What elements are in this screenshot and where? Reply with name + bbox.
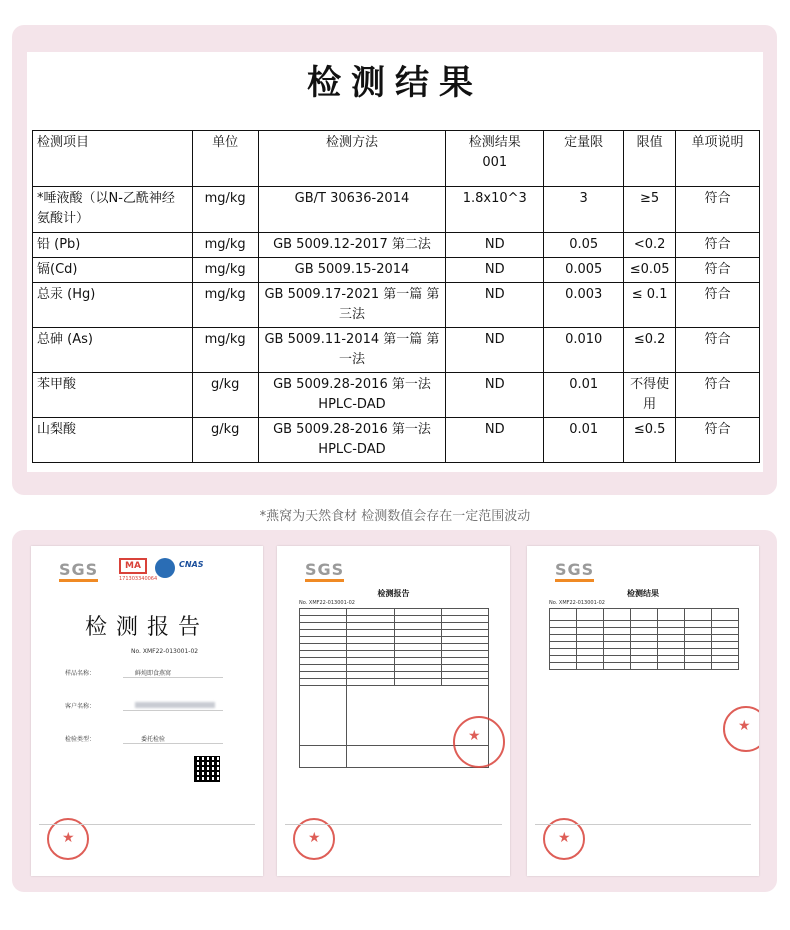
result-cell-method: GB 5009.11-2014 第一篇 第一法	[258, 328, 446, 373]
result-title: 检测结果	[307, 63, 483, 103]
result-cell-item: 总砷 (As)	[33, 328, 193, 373]
qr-code	[194, 756, 220, 782]
result-cell-limit: ≤0.2	[624, 328, 676, 373]
result-row	[33, 233, 760, 258]
report-title: 检测报告	[377, 589, 410, 598]
result-cell-unit: g/kg	[192, 418, 258, 463]
result-cell-result: ND	[446, 258, 544, 283]
result-cell-loq: 0.01	[544, 418, 624, 463]
result-cell-loq: 0.05	[544, 233, 624, 258]
result-cell-loq: 0.010	[544, 328, 624, 373]
result-cell-method: GB 5009.12-2017 第二法	[258, 233, 446, 258]
result-cell-verdict: 符合	[676, 328, 760, 373]
result-cell-item: 铅 (Pb)	[33, 233, 193, 258]
result-cell-unit: mg/kg	[192, 187, 258, 233]
sgs-logo: SGS	[59, 560, 98, 582]
result-cell-limit: ≤0.5	[624, 418, 676, 463]
stamp-seal	[453, 716, 505, 768]
field-label: 检验类型：	[65, 736, 96, 743]
field-value: 鲜炖即食燕窝	[135, 670, 172, 677]
result-cell-method: GB 5009.17-2021 第一篇 第三法	[258, 283, 446, 328]
cnas-logo: CNAS	[179, 560, 204, 569]
header-cell: 检测结果 001	[446, 131, 544, 187]
header-cell: 检测方法	[258, 131, 446, 187]
header-cell: 定量限	[544, 131, 624, 187]
result-cell-unit: g/kg	[192, 373, 258, 418]
result-cell-loq: 3	[544, 187, 624, 233]
result-row	[33, 373, 760, 418]
field-label: 样品名称：	[65, 670, 96, 677]
result-cell-loq: 0.01	[544, 373, 624, 418]
ma-number: 171303340064	[119, 576, 158, 582]
result-cell-limit: ≥5	[624, 187, 676, 233]
result-cell-unit: mg/kg	[192, 328, 258, 373]
result-cell-limit: <0.2	[624, 233, 676, 258]
results-report-no: No. XMF22-013001-02	[549, 600, 605, 606]
result-cell-limit: ≤0.05	[624, 258, 676, 283]
report-no: No. XMF22-013001-02	[299, 600, 355, 606]
result-row	[33, 283, 760, 328]
redacted-client	[135, 702, 215, 708]
result-cell-item: *唾液酸（以N-乙酰神经氨酸计）	[33, 187, 193, 233]
sgs-logo: SGS	[555, 560, 594, 582]
result-cell-result: ND	[446, 233, 544, 258]
results-document	[527, 546, 759, 876]
result-cell-unit: mg/kg	[192, 233, 258, 258]
field-value: 委托检验	[141, 736, 166, 743]
header-cell: 限值	[624, 131, 676, 187]
result-cell-limit: 不得使用	[624, 373, 676, 418]
result-cell-result: ND	[446, 418, 544, 463]
ilac-logo	[155, 558, 175, 578]
result-cell-result: 1.8x10^3	[446, 187, 544, 233]
result-header-row	[33, 131, 760, 187]
result-row	[33, 187, 760, 233]
result-cell-verdict: 符合	[676, 418, 760, 463]
ma-logo: MA	[119, 558, 147, 574]
doc-footer	[39, 824, 255, 868]
result-cell-method: GB 5009.28-2016 第一法 HPLC-DAD	[258, 418, 446, 463]
result-cell-item: 总汞 (Hg)	[33, 283, 193, 328]
result-cell-result: ND	[446, 328, 544, 373]
result-cell-item: 镉(Cd)	[33, 258, 193, 283]
result-cell-loq: 0.003	[544, 283, 624, 328]
result-row	[33, 418, 760, 463]
result-cell-method: GB 5009.28-2016 第一法 HPLC-DAD	[258, 373, 446, 418]
result-cell-method: GB 5009.15-2014	[258, 258, 446, 283]
cover-document	[31, 546, 263, 876]
header-cell: 单位	[192, 131, 258, 187]
result-cell-method: GB/T 30636-2014	[258, 187, 446, 233]
doc-footer	[535, 824, 751, 868]
result-cell-unit: mg/kg	[192, 283, 258, 328]
fluctuation-note: *燕窝为天然食材 检测数值会存在一定范围波动	[259, 509, 531, 524]
doc-footer	[285, 824, 502, 868]
result-cell-verdict: 符合	[676, 283, 760, 328]
result-cell-loq: 0.005	[544, 258, 624, 283]
results-mini-table	[549, 608, 739, 670]
header-cell: 检测项目	[33, 131, 193, 187]
result-cell-verdict: 符合	[676, 258, 760, 283]
cover-title: 检测报告	[84, 615, 209, 640]
result-cell-verdict: 符合	[676, 373, 760, 418]
result-row	[33, 328, 760, 373]
result-cell-verdict: 符合	[676, 187, 760, 233]
stamp-seal	[723, 706, 759, 752]
result-cell-result: ND	[446, 373, 544, 418]
result-cell-item: 苯甲酸	[33, 373, 193, 418]
result-cell-item: 山梨酸	[33, 418, 193, 463]
result-row	[33, 258, 760, 283]
result-cell-limit: ≤ 0.1	[624, 283, 676, 328]
result-cell-verdict: 符合	[676, 233, 760, 258]
result-cell-result: ND	[446, 283, 544, 328]
report-document	[277, 546, 510, 876]
field-label: 客户名称：	[65, 703, 96, 710]
result-cell-unit: mg/kg	[192, 258, 258, 283]
result-table	[32, 130, 760, 463]
results-title: 检测结果	[627, 589, 659, 598]
sgs-logo: SGS	[305, 560, 344, 582]
cover-report-no: No. XMF22-013001-02	[131, 648, 199, 655]
header-cell: 单项说明	[676, 131, 760, 187]
